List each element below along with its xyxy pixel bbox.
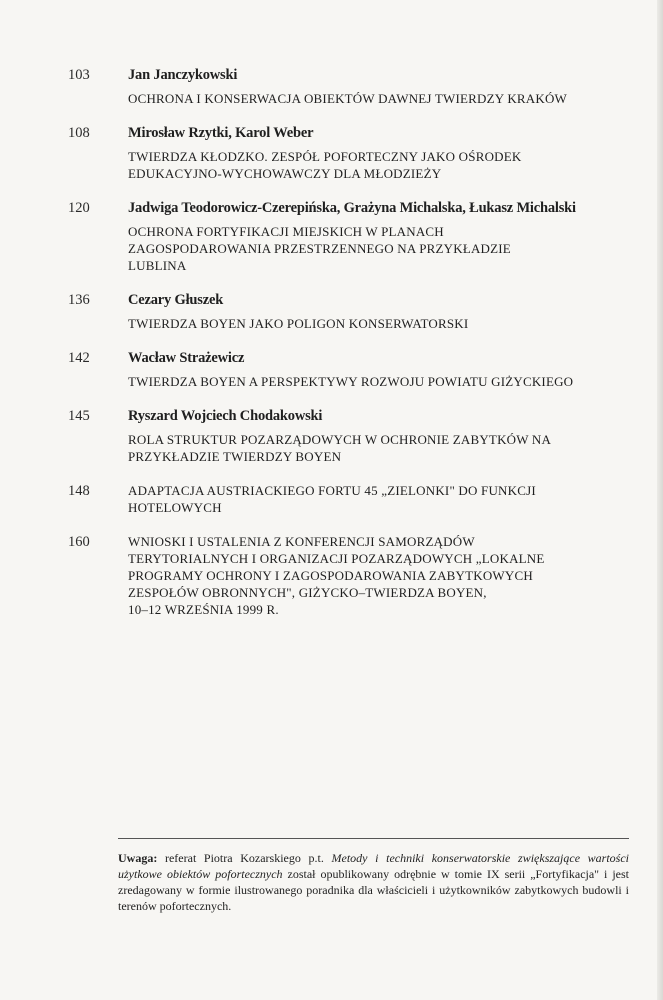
footnote-cited-title: Metody i techniki konserwatorskie zwiększające wartości użytkowe obiektów pofortecznych	[118, 851, 629, 881]
author: Ryszard Wojciech Chodakowski	[128, 408, 323, 424]
entry-body	[128, 291, 634, 332]
toc-entry	[68, 533, 634, 618]
entry-gap	[68, 390, 634, 407]
author: Wacław Strażewicz	[128, 350, 245, 366]
title-line: ZESPOŁÓW OBRONNYCH", GIŻYCKO–TWIERDZA BOYEN,	[128, 585, 487, 600]
page-number: 142	[68, 350, 90, 366]
toc-entry	[68, 199, 634, 274]
toc-entry	[68, 124, 634, 182]
author: Mirosław Rzytki, Karol Weber	[128, 125, 314, 141]
title-line: ADAPTACJA AUSTRIACKIEGO FORTU 45 „ZIELONKI" DO FUNKCJI	[128, 483, 536, 498]
article-title	[128, 373, 634, 390]
entry-body	[128, 533, 634, 618]
title-line: TWIERDZA BOYEN A PERSPEKTYWY ROZWOJU POWIATU GIŻYCKIEGO	[128, 374, 574, 389]
footnote-text: został opublikowany odrębnie w tomie IX serii „Fortyfikacja" i jest zredagowany w formie ilustrowanego poradnika dla właścicieli i użytkowników zabytkowych budowli i terenów pofortecznych.	[118, 867, 630, 913]
entry-body	[128, 199, 634, 274]
entry-body	[128, 66, 634, 107]
page-number: 108	[68, 125, 90, 141]
author: Cezary Głuszek	[128, 292, 224, 308]
entry-body	[128, 124, 634, 182]
toc-entry	[68, 291, 634, 332]
page-edge	[657, 0, 663, 1000]
page-number: 103	[68, 67, 90, 83]
entry-body	[128, 407, 634, 465]
toc-entry	[68, 349, 634, 390]
title-line: TWIERDZA KŁODZKO. ZESPÓŁ POFORTECZNY JAKO OŚRODEK	[128, 149, 522, 164]
article-title	[128, 223, 634, 274]
title-line: OCHRONA FORTYFIKACJI MIEJSKICH W PLANACH	[128, 224, 444, 239]
entry-gap	[68, 182, 634, 199]
table-of-contents	[68, 66, 634, 618]
page-number: 136	[68, 292, 90, 308]
author: Jan Janczykowski	[128, 67, 238, 83]
entry-gap	[68, 107, 634, 124]
footnote	[118, 850, 629, 914]
toc-entry	[68, 407, 634, 465]
title-line: ZAGOSPODAROWANIA PRZESTRZENNEGO NA PRZYKŁADZIE	[128, 241, 511, 256]
title-line: ROLA STRUKTUR POZARZĄDOWYCH W OCHRONIE ZABYTKÓW NA	[128, 432, 552, 447]
page-number: 160	[68, 534, 90, 550]
article-title	[128, 148, 634, 182]
title-line: PROGRAMY OCHRONY I ZAGOSPODAROWANIA ZABYTKOWYCH	[128, 568, 533, 583]
entry-body	[128, 349, 634, 390]
toc-entry	[68, 66, 634, 107]
toc-entry	[68, 482, 634, 516]
page-number: 148	[68, 483, 90, 499]
article-title	[128, 533, 634, 618]
title-line: HOTELOWYCH	[128, 500, 222, 515]
author: Jadwiga Teodorowicz-Czerepińska, Grażyna Michalska, Łukasz Michalski	[128, 200, 576, 216]
article-title	[128, 315, 634, 332]
title-line: EDUKACYJNO-WYCHOWAWCZY DLA MŁODZIEŻY	[128, 166, 442, 181]
footnote-label: Uwaga:	[118, 851, 158, 865]
title-line: PRZYKŁADZIE TWIERDZY BOYEN	[128, 449, 342, 464]
page-number: 145	[68, 408, 90, 424]
footnote-divider	[118, 838, 629, 839]
title-line: TERYTORIALNYCH I ORGANIZACJI POZARZĄDOWYCH „LOKALNE	[128, 551, 545, 566]
title-line: 10–12 WRZEŚNIA 1999 R.	[128, 602, 279, 617]
entry-body	[128, 482, 634, 516]
article-title	[128, 482, 634, 516]
title-line: TWIERDZA BOYEN JAKO POLIGON KONSERWATORSKI	[128, 316, 469, 331]
entry-gap	[68, 516, 634, 533]
entry-gap	[68, 465, 634, 482]
entry-gap	[68, 274, 634, 291]
footnote-text: referat Piotra Kozarskiego p.t.	[157, 851, 332, 865]
title-line: LUBLINA	[128, 258, 187, 273]
page-number: 120	[68, 200, 90, 216]
entry-gap	[68, 332, 634, 349]
title-line: WNIOSKI I USTALENIA Z KONFERENCJI SAMORZĄDÓW	[128, 534, 475, 549]
article-title	[128, 431, 634, 465]
title-line: OCHRONA I KONSERWACJA OBIEKTÓW DAWNEJ TWIERDZY KRAKÓW	[128, 91, 568, 106]
article-title	[128, 90, 634, 107]
